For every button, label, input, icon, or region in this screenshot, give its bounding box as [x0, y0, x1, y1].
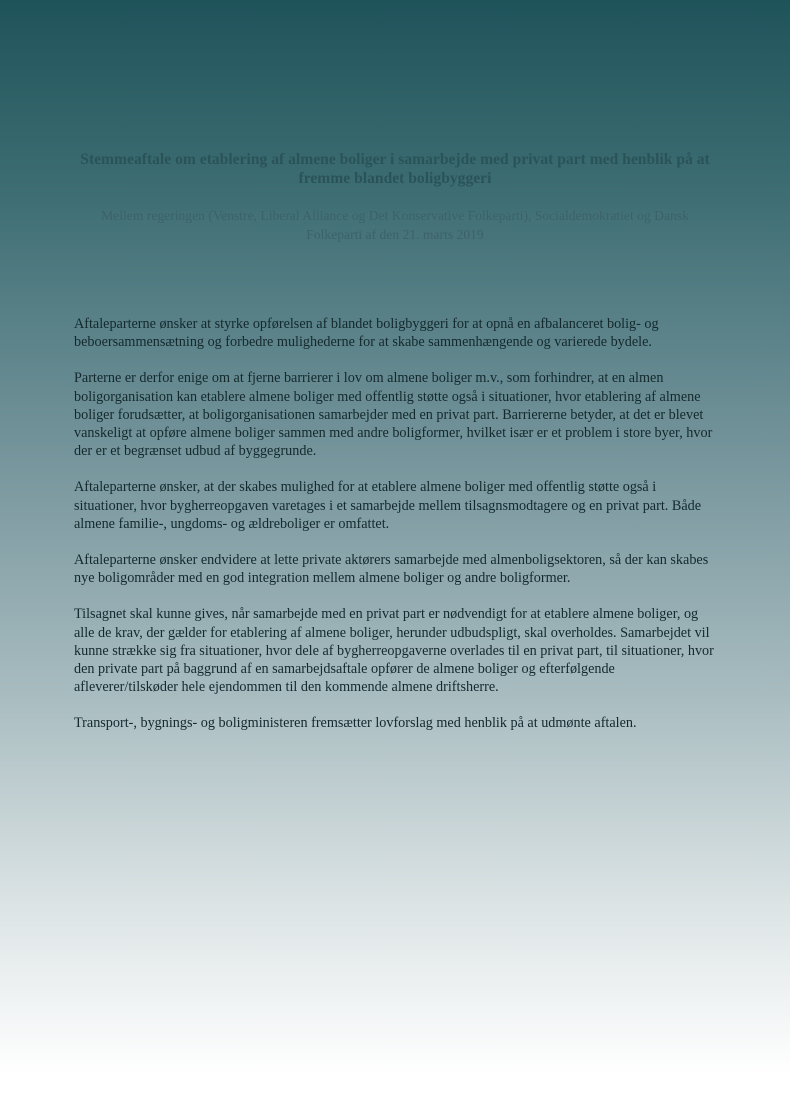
paragraph-4: Aftaleparterne ønsker endvidere at lette private aktørers samarbejde med almenboligsektoren, så der kan skabes nye boligområder med en god integration mellem almene boliger og andre boligformer.	[74, 552, 709, 587]
document-header	[74, 151, 716, 244]
document-body	[74, 315, 720, 751]
paragraph-3: Aftaleparterne ønsker, at der skabes mulighed for at etablere almene boliger med offentlig støtte også i situationer, hvor bygherreopgaven varetages i et samarbejde mellem tilsagnsmodtagere og en privat part. Både almene familie-, ungdoms- og ældreboliger er omfattet.	[74, 479, 702, 532]
paragraph-5: Tilsagnet skal kunne gives, når samarbejde med en privat part er nødvendigt for at etablere almene boliger, og alle de krav, der gælder for etablering af almene boliger, herunder udbudspligt, skal overholdes. Samarbejdet vil kunne strække sig fra situationer, hvor dele af bygherreopgaverne overlades til en privat part, til situationer, hvor den private part på baggrund af en samarbejdsaftale opfører de almene boliger og efterfølgende afleverer/tilskøder hele ejendommen til den kommende almene driftsherre.	[74, 606, 714, 696]
document-title: Stemmeaftale om etablering af almene boliger i samarbejde med privat part med henblik på at fremme blandet boligbyggeri	[80, 151, 710, 187]
paragraph-1: Aftaleparterne ønsker at styrke opførelsen af blandet boligbyggeri for at opnå en afbalanceret bolig- og beboersammensætning og forbedre mulighederne for at skabe sammenhængende og varierede bydele.	[74, 316, 659, 351]
paragraph-6: Transport-, bygnings- og boligministeren fremsætter lovforslag med henblik på at udmønte aftalen.	[74, 715, 637, 732]
paragraph-2: Parterne er derfor enige om at fjerne barrierer i lov om almene boliger m.v., som forhindrer, at en almen boligorganisation kan etablere almene boliger med offentlig støtte også i situationer, hvor etablering af almene boliger forudsætter, at boligorganisationen samarbejder med en privat part. Barriererne betyder, at det er blevet vanskeligt at opføre almene boliger sammen med andre boligformer, hvilket især er et problem i store byer, hvor der er et begrænset udbud af byggegrunde.	[74, 370, 713, 460]
document-subtitle: Mellem regeringen (Venstre, Liberal Alliance og Det Konservative Folkeparti), Socialdemokratiet og Dansk Folkeparti af den 21. marts 2019	[101, 208, 689, 242]
